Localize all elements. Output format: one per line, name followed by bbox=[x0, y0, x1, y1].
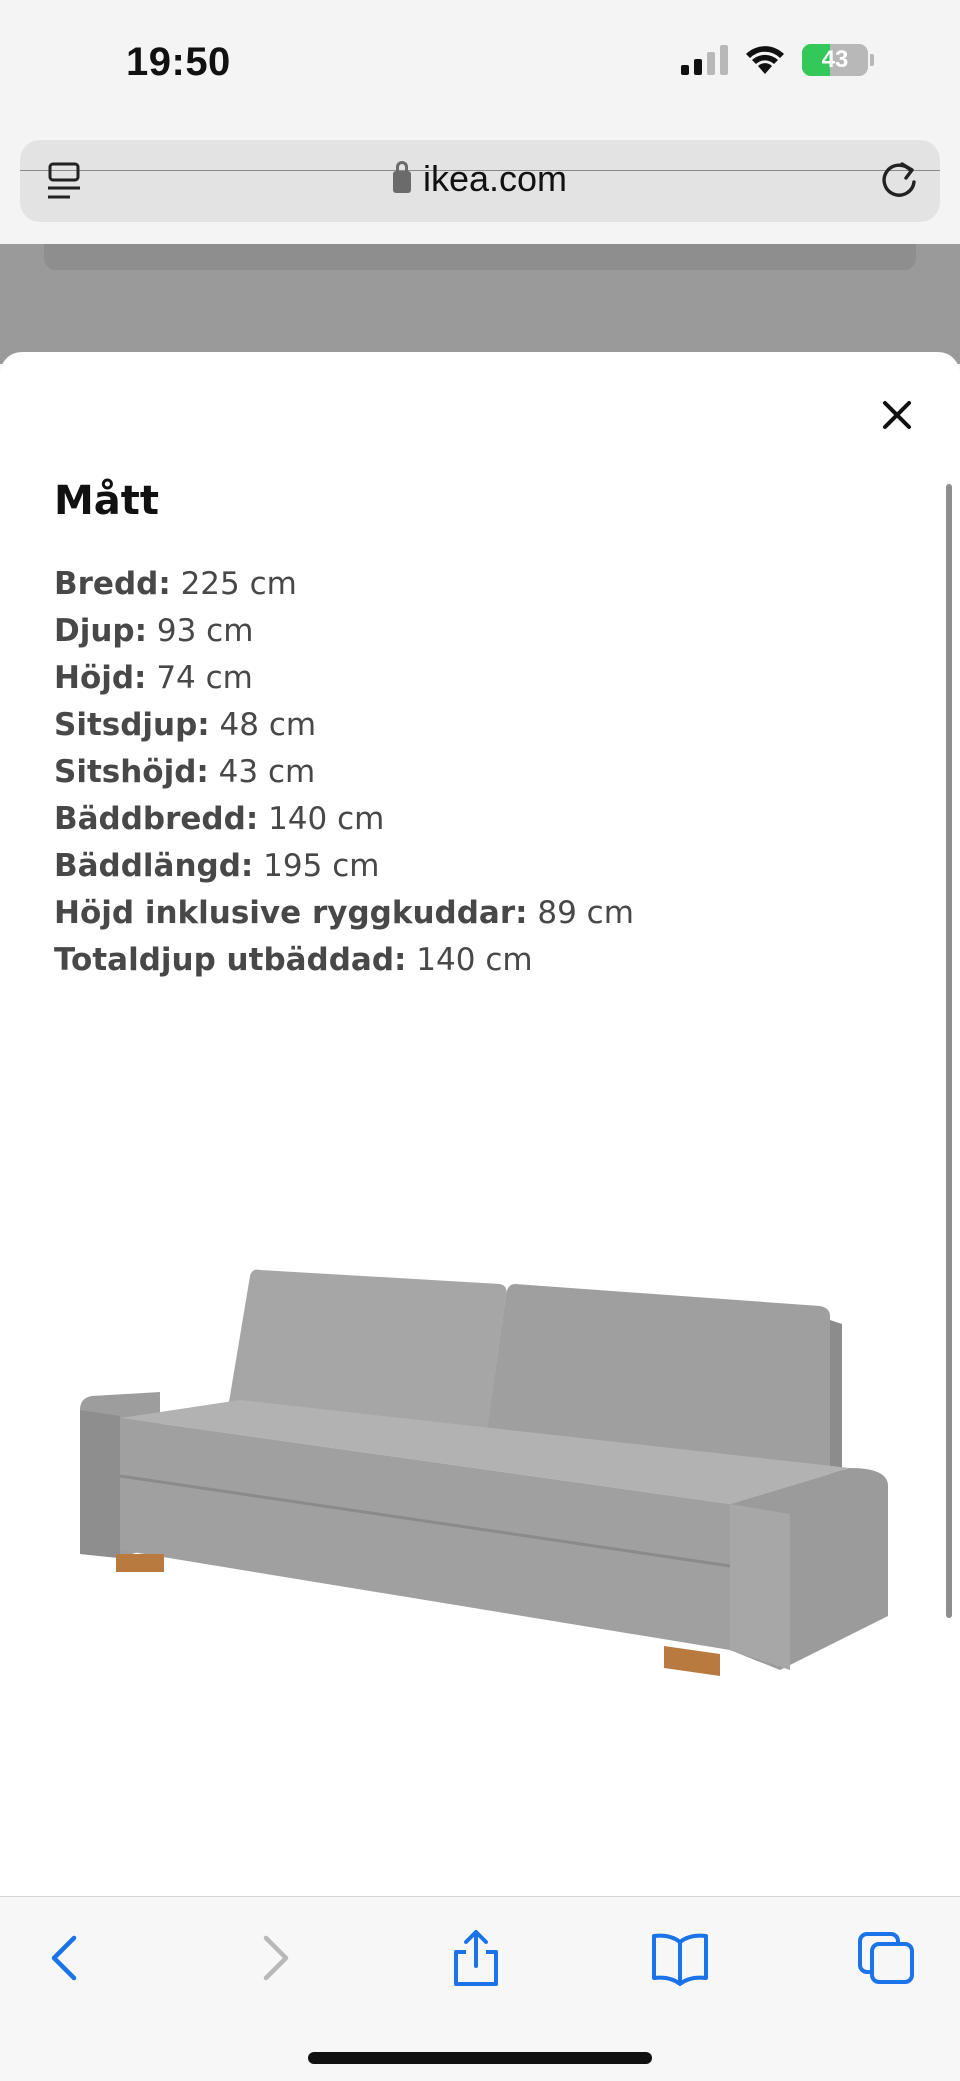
share-icon[interactable] bbox=[446, 1930, 506, 1986]
url-text: ikea.com bbox=[422, 158, 568, 199]
dimension-label: Totaldjup utbäddad: bbox=[54, 942, 407, 978]
dimension-value: 225 cm bbox=[170, 566, 297, 602]
product-image-sofa bbox=[60, 1250, 900, 1690]
dimension-label: Höjd inklusive ryggkuddar: bbox=[54, 895, 528, 931]
reload-icon[interactable] bbox=[878, 158, 920, 200]
close-icon[interactable] bbox=[876, 394, 918, 436]
dimension-label: Höjd: bbox=[54, 660, 147, 696]
battery-charging-icon bbox=[802, 44, 868, 76]
dimension-label: Djup: bbox=[54, 613, 148, 649]
forward-icon[interactable] bbox=[244, 1930, 304, 1986]
sheet-scrollbar[interactable] bbox=[946, 484, 952, 1618]
back-icon[interactable] bbox=[36, 1930, 96, 1986]
dimension-value: 48 cm bbox=[209, 707, 317, 743]
dimension-label: Sitsdjup: bbox=[54, 707, 210, 743]
dimension-width bbox=[54, 566, 634, 613]
backdrop-content bbox=[44, 244, 916, 270]
dimension-label: Bäddbredd: bbox=[54, 801, 259, 837]
sheet-title: Mått bbox=[54, 478, 160, 524]
dimension-value: 195 cm bbox=[253, 848, 380, 884]
dimension-label: Bredd: bbox=[54, 566, 171, 602]
url-display[interactable] bbox=[0, 158, 960, 200]
dimension-bed-width bbox=[54, 801, 634, 848]
cellular-signal-icon bbox=[681, 45, 728, 75]
dimension-label: Bäddlängd: bbox=[54, 848, 254, 884]
dimension-value: 140 cm bbox=[406, 942, 533, 978]
home-indicator[interactable] bbox=[308, 2052, 652, 2064]
dimension-value: 43 cm bbox=[208, 754, 316, 790]
status-time: 19:50 bbox=[126, 40, 231, 84]
dimensions-list bbox=[54, 566, 634, 989]
wifi-icon bbox=[744, 44, 786, 76]
dimension-height-with-cushions bbox=[54, 895, 634, 942]
dimension-seat-depth bbox=[54, 707, 634, 754]
dimension-value: 74 cm bbox=[146, 660, 253, 696]
dimension-seat-height bbox=[54, 754, 634, 801]
battery-cap bbox=[870, 54, 874, 66]
status-bar bbox=[0, 0, 960, 130]
tabs-icon[interactable] bbox=[856, 1930, 916, 1986]
dimension-label: Sitshöjd: bbox=[54, 754, 209, 790]
dimension-height bbox=[54, 660, 634, 707]
dimension-value: 89 cm bbox=[527, 895, 634, 931]
dimension-depth bbox=[54, 613, 634, 660]
bookmarks-icon[interactable] bbox=[650, 1930, 710, 1986]
battery-level: 43 bbox=[821, 46, 849, 73]
lock-icon bbox=[393, 171, 411, 193]
dimension-bed-length bbox=[54, 848, 634, 895]
dimension-value: 140 cm bbox=[258, 801, 385, 837]
dimension-value: 93 cm bbox=[147, 613, 254, 649]
status-icons bbox=[681, 44, 874, 76]
dimension-total-depth-unfolded bbox=[54, 942, 634, 989]
